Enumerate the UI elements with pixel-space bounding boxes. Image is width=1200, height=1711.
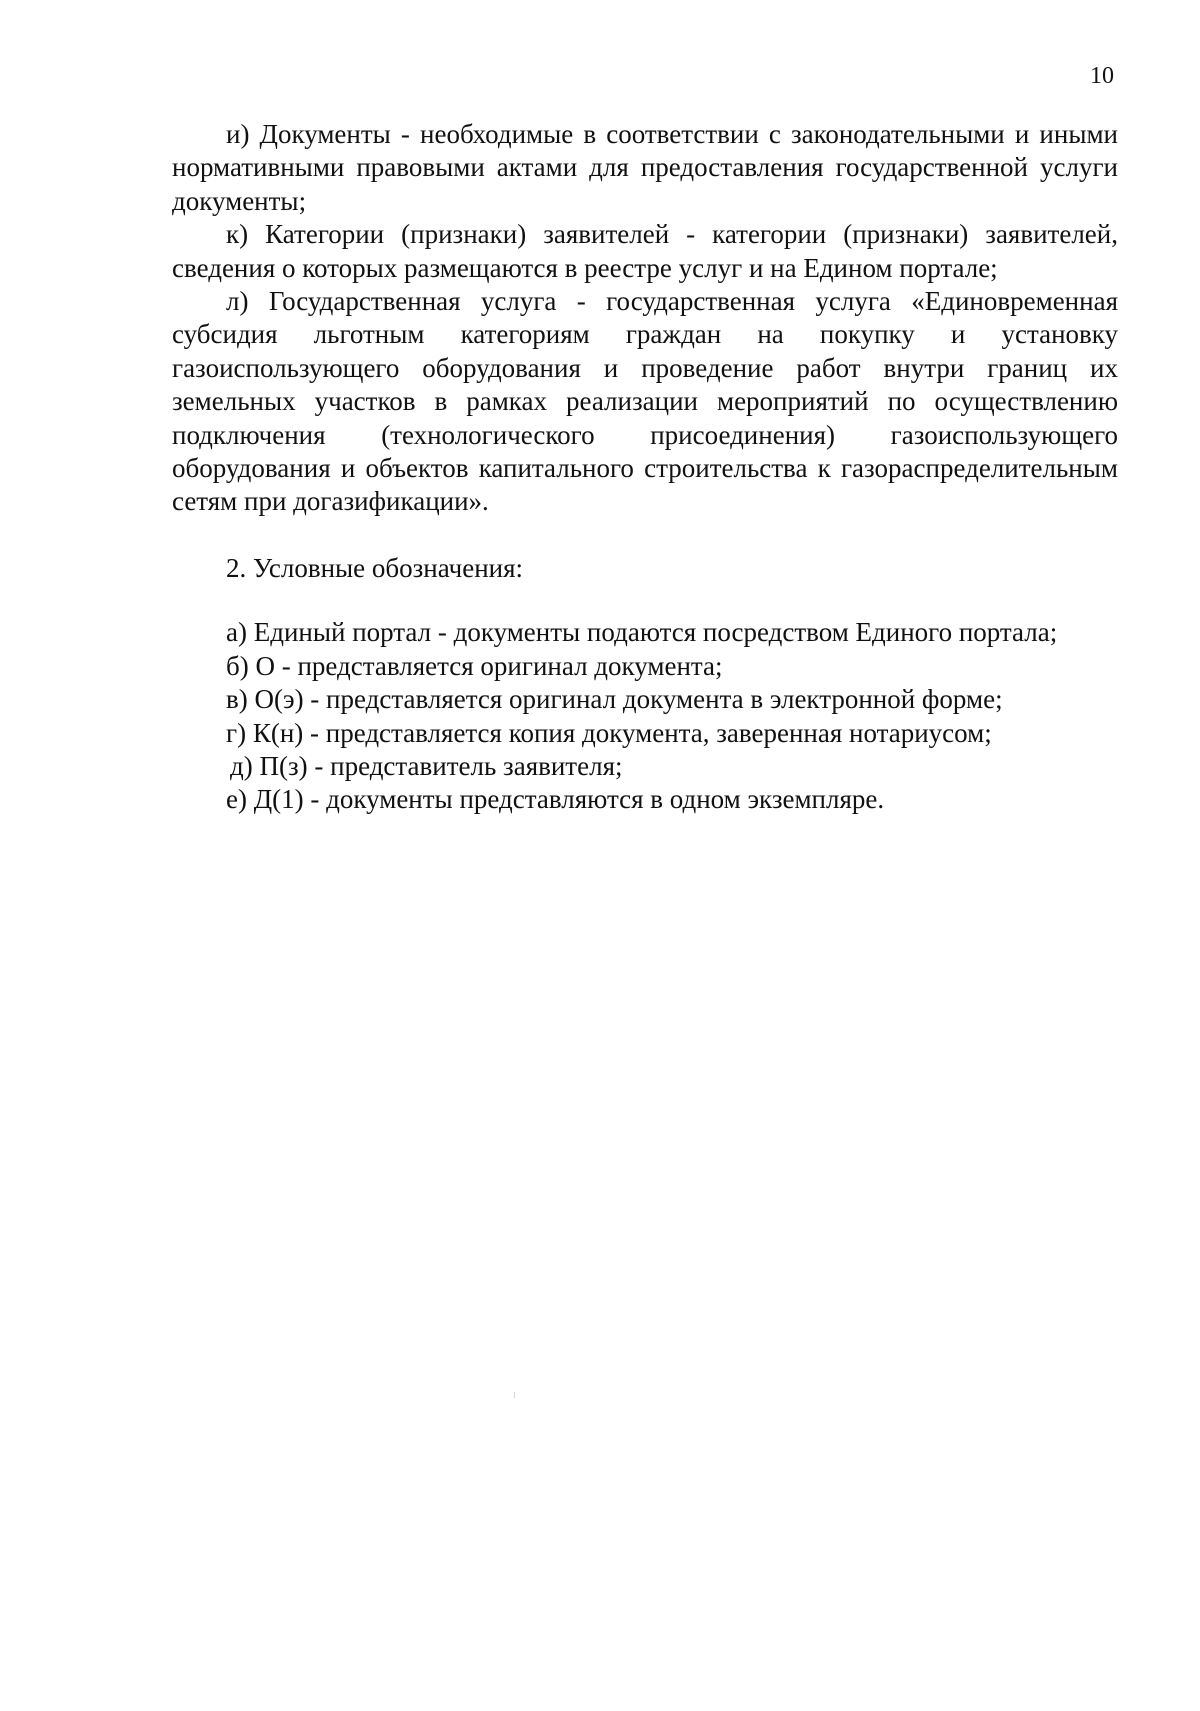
legend-list <box>172 616 1118 816</box>
page-number: 10 <box>1090 63 1114 89</box>
section-heading: 2. Условные обозначения: <box>226 552 524 583</box>
document-body <box>172 118 1118 817</box>
scan-artifact <box>514 1392 515 1398</box>
definition-paragraph-l: л) Государственная услуга - государственная услуга «Единовременная субсидия льготным категориям граждан на покупку и установку газоиспользующего оборудования и проведение работ внутри границ их земельных участков в рамках реализации мероприятий по осуществлению подключения (технологического присоединения) газоиспользующего оборудования и объектов капитального строительства к газораспределительным сетям при догазификации». <box>172 286 1118 517</box>
definition-paragraph-i: и) Документы - необходимые в соответствии с законодательными и иными нормативными правовыми актами для предоставления государственной услуги документы; <box>172 119 1118 216</box>
legend-item: б) О - представляется оригинал документа; <box>226 650 723 681</box>
legend-item: д) П(з) - представитель заявителя; <box>230 750 623 781</box>
definition-paragraph-k: к) Категории (признаки) заявителей - категории (признаки) заявителей, сведения о которых размещаются в реестре услуг и на Едином портале; <box>172 219 1118 283</box>
legend-item: в) О(э) - представляется оригинал документа в электронной форме; <box>226 684 1003 715</box>
legend-item: г) К(н) - представляется копия документа, заверенная нотариусом; <box>226 717 992 748</box>
legend-item: е) Д(1) - документы представляются в одном экземпляре. <box>226 784 885 815</box>
legend-item: а) Единый портал - документы подаются посредством Единого портала; <box>226 617 1058 648</box>
